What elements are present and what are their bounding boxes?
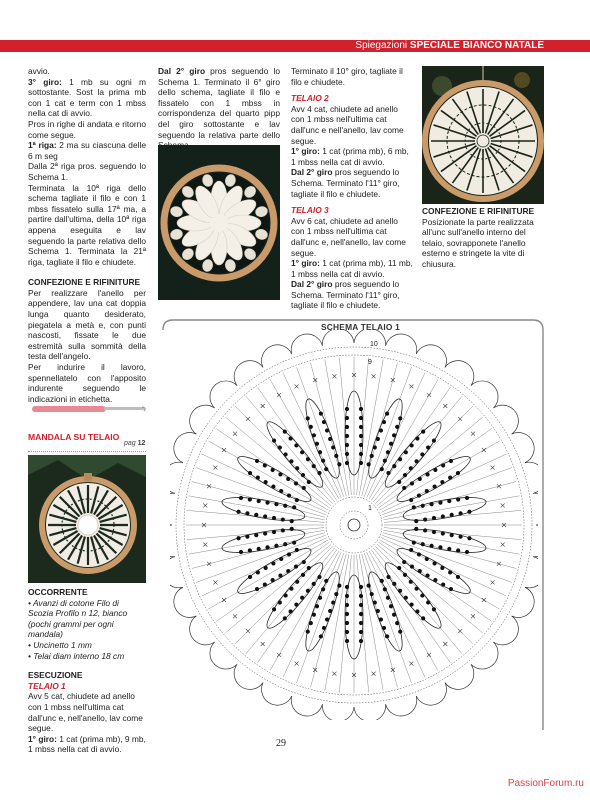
- occorrente-2: • Uncinetto 1 mm: [28, 639, 92, 650]
- telaio3-p2: 1° giro: 1 cat (prima mb), 11 mb, 1 mbss nella cat di avvio.: [291, 258, 413, 279]
- column-2: [158, 66, 280, 151]
- page-reference: pag 12: [124, 440, 146, 447]
- col1-finish-1: Per realizzare l'anello per appendere, lav una cat doppia lunga quanto desiderato, piegatela a metà e, con punti nascosti, fissate le due estremità sulla sommità della testa dell'angelo.: [28, 287, 146, 362]
- mandala-title: MANDALA SU TELAIO: [28, 432, 120, 442]
- schema-label-10: 10: [370, 341, 378, 348]
- col1-p4: 1ª riga: 2 ma su ciascuna delle 6 m seg: [28, 140, 146, 161]
- divider: [28, 451, 146, 452]
- column-4: [422, 206, 544, 270]
- telaio3-p3: Dal 2° giro pros seguendo lo Schema. Terminato l'11° giro, tagliate il filo e chiudete.: [291, 279, 400, 311]
- col1-p2: 3° giro: 1 mb su ogni m sottostante. Sost la prima mb con 1 cat e term con 1 mbss nella cat di avvio.: [28, 76, 146, 119]
- watermark: PassionForum.ru: [507, 778, 584, 789]
- crochet-schema-diagram: [170, 330, 538, 720]
- col3-p1: Terminato il 10° giro, tagliate il filo e chiudete.: [291, 66, 403, 87]
- col1-p6: Terminata la 10ª riga dello schema tagliate il filo e con 1 mbss fissatelo sulla 17ª ma, a partire dall'ultima, della 10ª riga appena eseguita e lav seguendo la parte relativa dello Schema 1. Terminata la 21ª riga, tagliate il filo e chiudete.: [28, 182, 146, 267]
- occorrente-1: • Avanzi di cotone Filo di Scozia Profilo n 12, bianco (pochi grammi per ogni mandala): [28, 597, 128, 640]
- col4-finish-head: CONFEZIONE E RIFINITURE: [422, 206, 535, 216]
- header-section: Spiegazioni: [355, 40, 408, 51]
- column-3: [291, 66, 413, 311]
- telaio1-p2: 1° giro: 1 cat (prima mb), 9 mb, 1 mbss nella cat di avvio.: [28, 733, 146, 755]
- telaio3-head: TELAIO 3: [291, 205, 329, 216]
- occorrente-head: OCCORRENTE: [28, 587, 88, 597]
- telaio1-head: TELAIO 1: [28, 680, 66, 691]
- header-text: [355, 38, 544, 54]
- telaio2-p3: Dal 2° giro pros seguendo lo Schema. Terminato l'11° giro, tagliate il filo e chiudete.: [291, 167, 400, 199]
- header-title: SPECIALE BIANCO NATALE: [409, 40, 544, 51]
- telaio3-p1: Avv 6 cat, chiudete ad anello con 1 mbss nell'ultima cat dall'unc e, nell'anello, lav come segue.: [291, 215, 406, 258]
- col1-p5: Dalla 2ª riga pros. seguendo lo Schema 1.: [28, 161, 146, 182]
- schema-label-1: 1: [368, 505, 372, 512]
- col4-finish-1: Posizionate la parte realizzata all'unc sull'anello interno del telaio, sovrapponete l'anello esterno e stringete la vite di chiusura.: [422, 216, 534, 269]
- esecuzione-head: ESECUZIONE: [28, 670, 83, 681]
- col1-p3: Pros in righe di andata e ritorno come segue.: [28, 118, 146, 140]
- col2-p1: Dal 2° giro pros seguendo lo Schema 1. Terminato il 6° giro dello schema, tagliate il filo e fissatelo con 1 mbss in corrispondenza del quarto pipp del giro sottostante e lav seguendo la relativa parte dello: [158, 66, 280, 140]
- column-1: [28, 66, 146, 404]
- photo-hoop-telaio-2: [158, 145, 280, 300]
- col1-p1: avvio.: [28, 66, 50, 76]
- telaio2-p2: 1° giro: 1 cat (prima mb), 6 mb, 1 mbss nella cat di avvio.: [291, 146, 409, 167]
- schema-label-9: 9: [368, 359, 372, 366]
- occorrente-3: • Telai diam interno 18 cm: [28, 650, 125, 661]
- telaio2-p1: Avv 4 cat, chiudete ad anello con 1 mbss nell'ultima cat dall'unc e nell'anello, lav come segue.: [291, 103, 404, 146]
- schema-title: SCHEMA TELAIO 1: [321, 322, 401, 332]
- mandala-materials: [28, 587, 146, 755]
- photo-mandala-small: [28, 455, 146, 583]
- telaio1-p1: Avv 5 cat, chiudete ad anello con 1 mbss nell'ultima cat dall'unc e, nell'anello, lav come segue.: [28, 691, 143, 734]
- crochet-hook-icon: [30, 402, 148, 416]
- photo-hoop-telaio-3: [422, 66, 544, 204]
- col1-finish-2: Per indurire il lavoro, spennellatelo con l'apposito indurente seguendo le indicazioni in etichetta.: [28, 362, 146, 404]
- telaio2-head: TELAIO 2: [291, 93, 329, 104]
- col1-finish-head: CONFEZIONE E RIFINITURE: [28, 277, 141, 288]
- page-number: 29: [276, 738, 286, 749]
